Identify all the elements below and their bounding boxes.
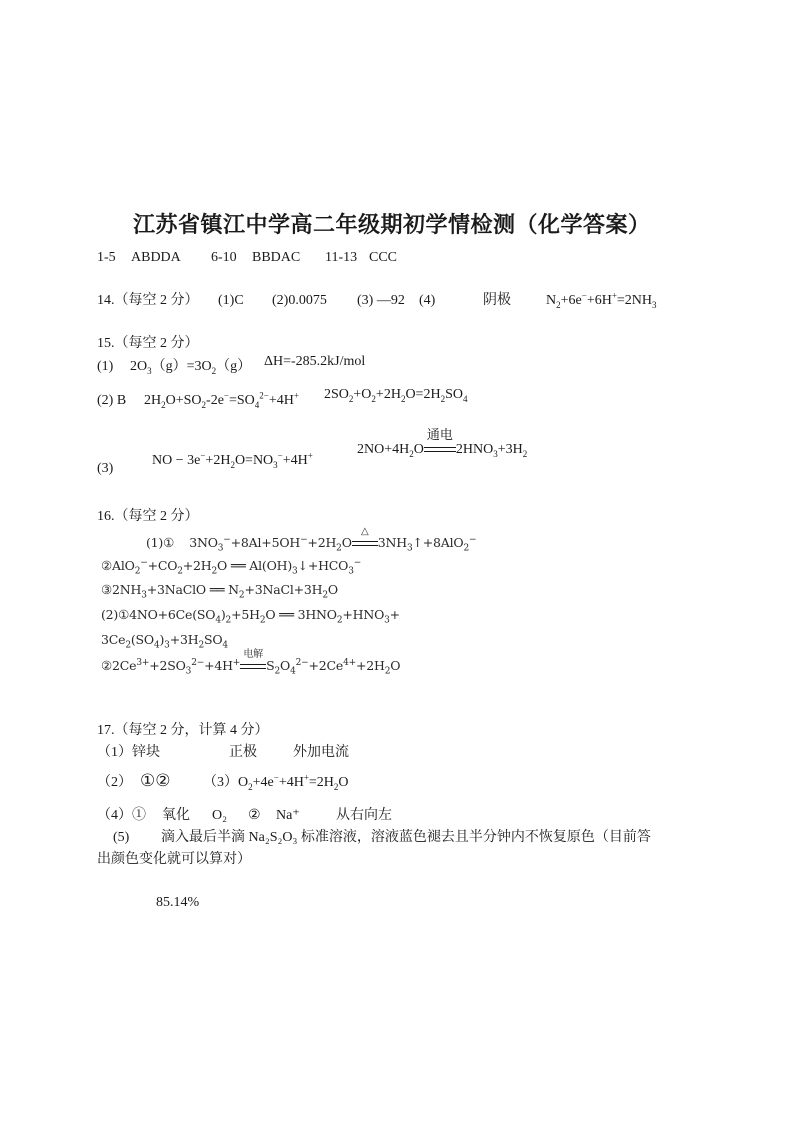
electrolysis-condition: 通电	[424, 441, 456, 459]
q14-answer-3: (3) —92	[357, 293, 405, 308]
q16-line-5: $3Ce_2(SO_4)_3+3H_2SO_4$	[101, 632, 228, 651]
q14-answer-2: (2)0.0075	[272, 293, 327, 308]
q14-label: 14.（每空 2 分）	[97, 293, 199, 308]
q15-part1-label: (1)	[97, 359, 114, 374]
q17-part1-current: 外加电流	[293, 745, 349, 760]
q17-part4-sub2: ②	[248, 808, 261, 823]
q16-line-1: (1)① $3NO_3^-+8Al+5OH^-+2H_2O$ △ $3NH_3↑+8AlO_2^-$	[146, 526, 477, 554]
mc-range-3: 11-13	[325, 250, 358, 265]
q17-part4-label: （4）①	[97, 808, 146, 823]
q15-part2-label: (2) B	[97, 393, 127, 408]
q17-part5-label: (5)	[113, 830, 130, 845]
q15-part2-anode-equation: $2H_2O+SO_2-2e^-=SO_4^{2-}+4H^+$	[144, 390, 299, 410]
q15-part1-equation: $2O_3(g)=3O_2(g)$	[130, 359, 252, 376]
q15-part3-electrode-equation: NO − $3e^-+2H_2O=NO_3^-+4H^+$	[152, 450, 313, 470]
mc-range-1: 1-5	[97, 250, 116, 265]
q16-line-6: $②2Ce^{3+}+2SO_3^{2-}+4H^+$ 电解 $S_2O_4^{2-}+2Ce^{4+}+2H_2O$	[101, 649, 401, 677]
q15-enthalpy: ΔH=-285.2kJ/mol	[264, 354, 366, 369]
q16-line-4: $(2)①4NO+6Ce(SO_4)_2+5H_2O$ ══ $3HNO_2+HNO_3+$	[101, 607, 400, 626]
q15-part3-label: (3)	[97, 461, 114, 476]
q16-label: 16.（每空 2 分）	[97, 509, 199, 524]
q15-part3-total-equation: $2NO+4H_2O$ 通电 $2HNO_3+3H_2$	[357, 427, 528, 459]
q17-part1: （1）锌块	[97, 745, 160, 760]
q17-part4-oxygen: O₂	[212, 808, 227, 823]
q17-part4-direction: 从右向左	[336, 808, 392, 823]
q15-label: 15.（每空 2 分）	[97, 336, 199, 351]
q14-answer-4-label: (4)	[419, 293, 436, 308]
q14-cathode-equation: $N_2+6e^-+6H^+=2NH_3$	[546, 290, 657, 310]
q14-cathode: 阴极	[483, 293, 511, 308]
q15-part2-total-equation: $2SO_2+O_2+2H_2O=2H_2SO_4$	[324, 387, 468, 404]
mc-answer-1: ABDDA	[131, 250, 181, 265]
q14-answer-1: (1)C	[218, 293, 244, 308]
q16-line-3: $③2NH_3+3NaClO$ ══ $N_2+3NaCl+3H_2O$	[101, 582, 338, 601]
q17-part2-answer: ①②	[140, 771, 171, 790]
q17-part3-label: （3）	[203, 775, 238, 790]
q17-part4-oxidation: 氧化	[162, 808, 190, 823]
q17-label: 17.（每空 2 分，计算 4 分）	[97, 723, 269, 738]
q17-part2-label: （2）	[97, 775, 132, 790]
page-title: 江苏省镇江中学高二年级期初学情检测（化学答案）	[133, 212, 651, 237]
q16-line-2: $②AlO_2^-+CO_2+2H_2O$ ══ $Al(OH)_3↓+HCO_3^-$	[101, 557, 362, 577]
q17-part5-text-2: 出颜色变化就可以算对）	[97, 852, 251, 867]
q17-part4-sodium: Na⁺	[276, 808, 300, 823]
mc-answer-3: CCC	[369, 250, 398, 265]
mc-answer-2: BBDAC	[252, 250, 301, 265]
mc-range-2: 6-10	[211, 250, 237, 265]
q17-part5-text-1: 滴入最后半滴 Na₂S₂O₃ 标准溶液，溶液蓝色褪去且半分钟内不恢复原色（目前答	[161, 830, 651, 845]
q17-part3-equation: $O_2+4e^-+4H^+=2H_2O$	[238, 772, 349, 792]
q17-part1-positive: 正极	[229, 745, 257, 760]
q17-result: 85.14%	[156, 895, 200, 910]
